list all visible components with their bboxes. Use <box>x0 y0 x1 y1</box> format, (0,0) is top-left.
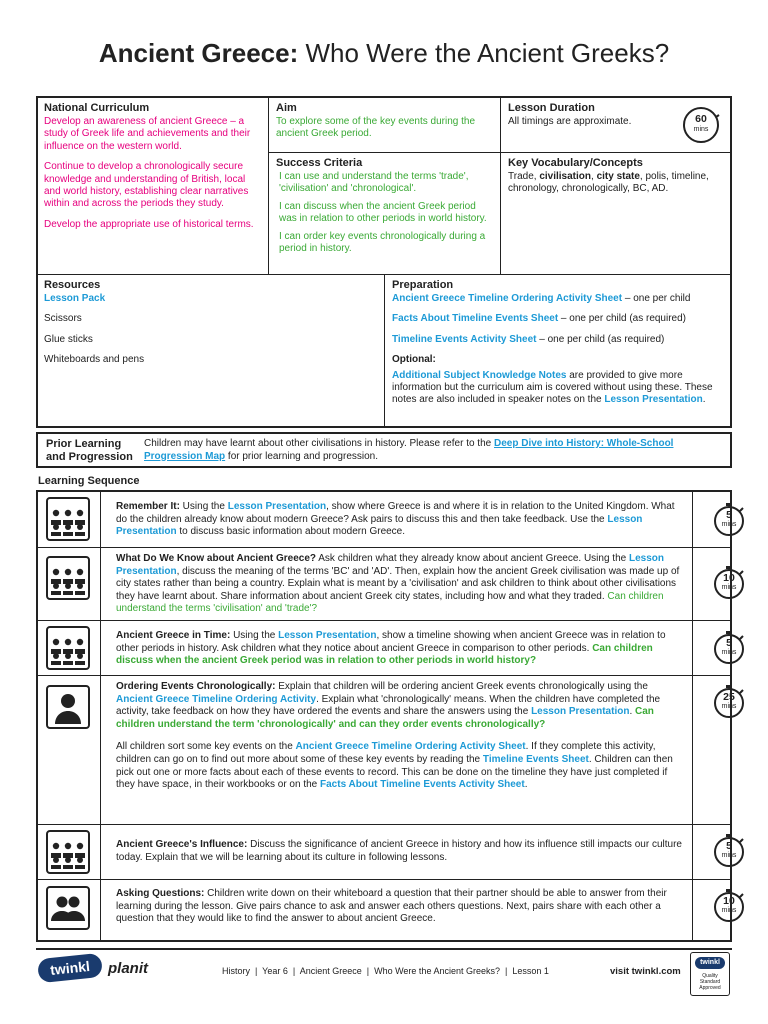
resources-cell <box>44 279 374 367</box>
aim-cell <box>276 102 494 141</box>
curriculum-item: Develop an awareness of ancient Greece – a study of Greek life and achievements and their influence on the western world. <box>44 116 251 152</box>
preparation-item: Timeline Events Activity Sheet – one per child (as required) <box>392 333 665 345</box>
learning-sequence-table <box>36 490 737 942</box>
timer-icon: 5 mins <box>712 834 746 868</box>
curriculum-item: Continue to develop a chronologically secure knowledge and understanding of British, local and world history, establishing clear narratives within and across the periods they study. <box>44 161 249 210</box>
criteria-item: I can order key events chronologically during a period in history. <box>279 230 486 255</box>
knowledge-notes-link[interactable]: Additional Subject Knowledge Notes <box>392 369 567 381</box>
whole-class-icon <box>46 626 90 670</box>
visit-link[interactable]: visit twinkl.com <box>610 966 681 977</box>
page-title: Ancient Greece: Who Were the Ancient Greeks? <box>98 38 670 68</box>
resources-heading: Resources <box>44 279 101 291</box>
criteria-item: I can use and understand the terms 'trade', 'civilisation' and 'chronological'. <box>279 171 469 195</box>
planit-logo: planit <box>108 960 148 977</box>
lesson-presentation-link[interactable]: Lesson Presentation <box>116 513 643 538</box>
timer-icon: 5 mins <box>712 631 746 665</box>
sequence-step: Ancient Greece in Time: Using the Lesson Presentation, show a timeline showing when ancient Greece was in relation to other periods in history. Ask children what they notice about ancient Greece in comparison to other periods. Can children discuss when the ancient Greek period was in relation to other periods in world history? <box>116 630 666 667</box>
timer-icon: 10 mins <box>712 566 746 600</box>
twinkl-logo[interactable]: twinkl <box>37 953 103 984</box>
footer-rule <box>36 948 732 950</box>
criteria-item: I can discuss when the ancient Greek period was in relation to other periods in world history. <box>279 200 487 225</box>
sequence-step: Ancient Greece's Influence: Discuss the significance of ancient Greece in history and how its influence still impacts our culture today. Explain that we will be learning about its culture in following lessons. <box>116 839 682 863</box>
footer-breadcrumb: History | Year 6 | Ancient Greece | Who Were the Ancient Greeks? | Lesson 1 <box>222 966 549 976</box>
lesson-presentation-link[interactable]: Lesson Presentation <box>278 630 377 641</box>
duration-timer-icon: 60 mins <box>681 104 721 144</box>
lesson-presentation-link[interactable]: Lesson Presentation <box>604 394 703 406</box>
aim-text: To explore some of the key events during the ancient Greek period. <box>276 116 476 140</box>
individual-work-icon <box>46 685 90 729</box>
timeline-activity-link[interactable]: Ancient Greece Timeline Ordering Activity <box>116 693 317 705</box>
preparation-cell <box>392 279 724 407</box>
timeline-sheet-link[interactable]: Ancient Greece Timeline Ordering Activity Sheet <box>295 741 526 753</box>
prep-link[interactable]: Ancient Greece Timeline Ordering Activity Sheet <box>392 293 623 304</box>
resource-item: Glue sticks <box>44 333 93 345</box>
resource-item: Whiteboards and pens <box>44 354 145 366</box>
timeline-events-link[interactable]: Timeline Events Sheet <box>482 753 589 765</box>
national-curriculum-cell <box>44 102 264 231</box>
optional-label: Optional: <box>392 354 436 366</box>
vocabulary-heading: Key Vocabulary/Concepts <box>508 157 643 169</box>
national-curriculum-heading: National Curriculum <box>44 102 150 114</box>
success-criteria-heading: Success Criteria <box>276 157 363 169</box>
lesson-pack-link[interactable]: Lesson Pack <box>44 293 106 304</box>
prep-link[interactable]: Timeline Events Activity Sheet <box>392 333 537 345</box>
quality-badge: twinkl Quality Standard Approved <box>690 952 730 996</box>
pair-work-icon <box>46 886 90 930</box>
resource-item: Scissors <box>44 313 82 325</box>
facts-sheet-link[interactable]: Facts About Timeline Events Activity Sheet <box>320 779 525 791</box>
timer-icon: 5 mins <box>712 503 746 537</box>
duration-text: All timings are approximate. <box>508 116 632 127</box>
prep-link[interactable]: Facts About Timeline Events Sheet <box>392 313 559 325</box>
preparation-heading: Preparation <box>392 279 454 291</box>
lesson-overview-table <box>36 96 732 428</box>
prior-learning-box <box>36 432 732 468</box>
lesson-presentation-link[interactable]: Lesson Presentation <box>116 553 664 577</box>
success-criteria-cell <box>276 157 494 255</box>
preparation-item: Facts About Timeline Events Sheet – one per child (as required) <box>392 313 687 325</box>
aim-heading: Aim <box>276 102 297 114</box>
preparation-item: Ancient Greece Timeline Ordering Activity Sheet – one per child <box>392 293 691 304</box>
optional-text: Additional Subject Knowledge Notes are provided to give more information but the curriculum aim is covered without using these. These notes are also included in speaker notes on the Lesson Presentation. <box>392 369 713 406</box>
timer-icon: 25 mins <box>712 685 746 719</box>
prior-learning-text: Children may have learnt about other civilisations in history. Please refer to the Deep Dive into History: Whole-School Progression Map for prior learning and progression. <box>144 438 674 462</box>
prior-learning-heading: Prior Learning and Progression <box>46 438 133 463</box>
timer-icon: 10 mins <box>712 889 746 923</box>
progression-map-link[interactable]: Deep Dive into History: Whole-School Progression Map <box>144 438 674 462</box>
whole-class-icon <box>46 556 90 600</box>
sequence-step: Asking Questions: Children write down on their whiteboard a question that their partner should be able to answer from their learning during the lesson. Give pairs chance to ask and answer each others questions. Next, pairs share with each other a question that they would like to find the answer to about ancient Greece. <box>116 888 667 925</box>
learning-sequence-heading: Learning Sequence <box>38 475 140 487</box>
lesson-presentation-link[interactable]: Lesson Presentation <box>227 501 327 512</box>
sequence-step: What Do We Know about Ancient Greece? Ask children what they already know about ancient Greece. Using the Lesson Presentation, discuss the meaning of the terms 'BC' and 'AD'. Then, explain how the ancient Greek civilisation was made up of city states rather than being a country. Explain what is meant by a 'civilisation' and ask children to think about other civilisations they have learnt about. Share information about ancient Greek city states, including how and what they traded. Can children understand the terms 'civilisation' and 'trade'? <box>116 553 680 615</box>
whole-class-icon <box>46 497 90 541</box>
sequence-step: Remember It: Using the Lesson Presentation, show where Greece is and where it is in relation to the United Kingdom. What do the children already know about modern Greece? Ask pairs to discuss this and then take feedback. Use the Lesson Presentation to discuss basic information about modern Greece. <box>116 501 675 538</box>
lesson-presentation-link[interactable]: Lesson Presentation <box>531 706 630 718</box>
vocabulary-text: Trade, civilisation, city state, polis, timeline, chronology, chronologically, BC, AD. <box>508 171 709 195</box>
whole-class-icon <box>46 830 90 874</box>
curriculum-item: Develop the appropriate use of historical terms. <box>44 218 254 230</box>
vocabulary-cell <box>508 157 726 196</box>
lesson-duration-heading: Lesson Duration <box>508 102 595 114</box>
sequence-step: Ordering Events Chronologically: Explain that children will be ordering ancient Greek events chronologically using the Ancient Greece Timeline Ordering Activity. Explain what 'chronologically' means. When the children have completed the activity, take feedback on how they have ordered the events and share the answers using the Lesson Presentation. Can children understand the term 'chronologically' and can they order events chronologically? All children sort some key events on the Ancient Greece Timeline Ordering Activity Sheet. If they complete this activity, children can go on to find out more about some of these key events by reading the Timeline Events Sheet. Children can then pick out one or more facts about each of these events to record. This can be done on the timeline they have just completed if they have space, in their workbooks or on the Facts About Timeline Events Activity Sheet. <box>116 681 673 791</box>
